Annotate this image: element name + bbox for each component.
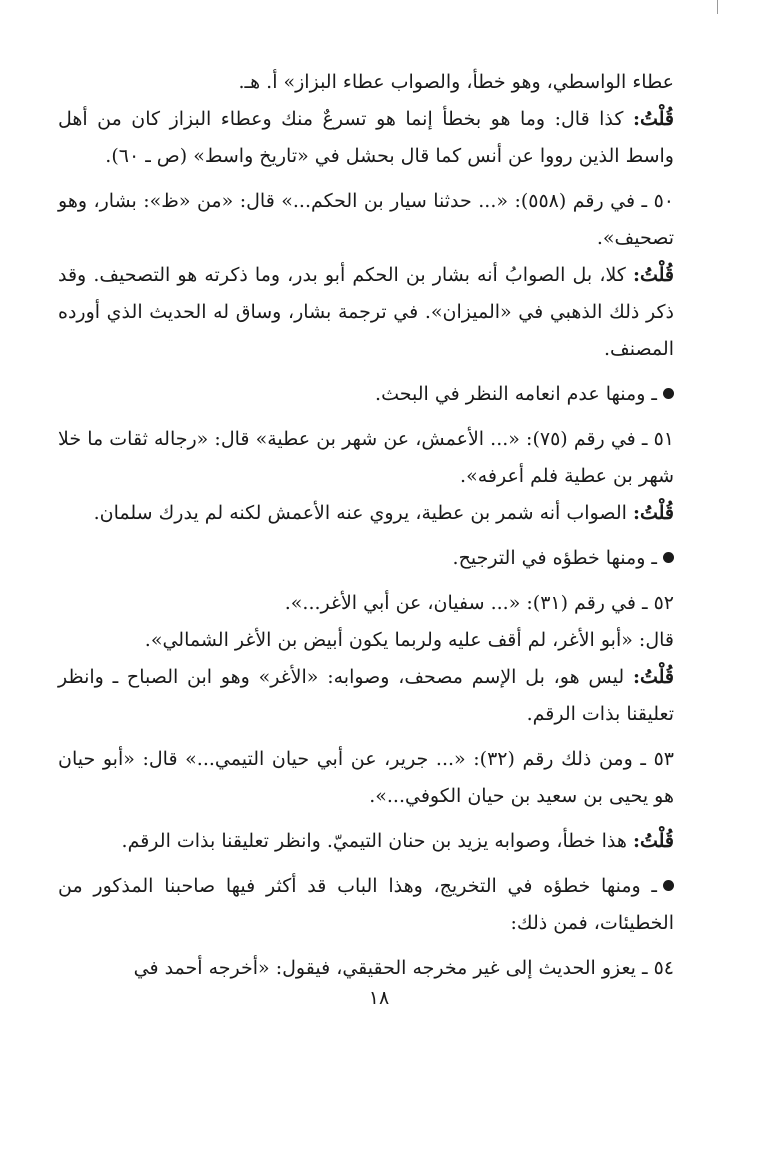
paragraph-gap	[58, 733, 674, 741]
paragraph-text: ٥٢ ـ في رقم (٣١): «... سفيان، عن أبي الأغر...».	[284, 592, 674, 614]
paragraph-gap	[58, 175, 674, 183]
paragraph-text: ـ ومنها خطؤه في التخريج، وهذا الباب قد أكثر فيها صاحبنا المذكور من الخطيئات، فمن ذلك:	[58, 875, 674, 934]
paragraph-gap	[58, 413, 674, 421]
paragraph-gap	[58, 815, 674, 823]
qultu-paragraph	[58, 823, 674, 860]
paragraph-gap	[58, 577, 674, 585]
paragraph	[58, 585, 674, 622]
qultu-label: قُلْتُ:	[632, 264, 674, 286]
paragraph-text: ٥٣ ـ ومن ذلك رقم (٣٢): «... جرير، عن أبي حيان التيمي...» قال: «أبو حيان هو يحيى بن سعيد بن حيان الكوفي...».	[58, 748, 674, 807]
paragraph	[58, 622, 674, 659]
paragraph	[58, 421, 674, 495]
paragraph-text: ٥٤ ـ يعزو الحديث إلى غير مخرجه الحقيقي، فيقول: «أخرجه أحمد في	[133, 957, 674, 979]
paragraph-text: ـ ومنها خطؤه في الترجيح.	[452, 547, 657, 569]
paragraph-text: ليس هو، بل الإسم مصحف، وصوابه: «الأغر» وهو ابن الصباح ـ وانظر تعليقنا بذات الرقم.	[58, 666, 674, 725]
paragraph-text: كذا قال: وما هو بخطأ إنما هو تسرعٌ منك وعطاء البزاز كان من أهل واسط الذين رووا عن أنس كما قال بحشل في «تاريخ واسط» (ص ـ ٦٠).	[58, 108, 674, 167]
page-number: ١٨	[368, 987, 390, 1009]
qultu-label: قُلْتُ:	[632, 666, 674, 688]
bullet-dot-icon	[663, 388, 674, 399]
paragraph-text: كلا، بل الصوابُ أنه بشار بن الحكم أبو بدر، وما ذكرته هو التصحيف. وقد ذكر ذلك الذهبي في «الميزان». في ترجمة بشار، وساق له الحديث الذي أورده المصنف.	[58, 264, 674, 360]
paragraph-gap	[58, 532, 674, 540]
paragraph-gap	[58, 942, 674, 950]
page-edge-mark	[717, 0, 718, 14]
body-text	[58, 64, 674, 987]
qultu-label: قُلْتُ:	[632, 502, 674, 524]
qultu-paragraph	[58, 495, 674, 532]
bullet-dot-icon	[663, 552, 674, 563]
paragraph-text: عطاء الواسطي، وهو خطأ، والصواب عطاء البزاز» أ. هـ.	[238, 71, 674, 93]
paragraph-gap	[58, 860, 674, 868]
paragraph-text: هذا خطأ، وصوابه يزيد بن حنان التيميّ. وانظر تعليقنا بذات الرقم.	[121, 830, 627, 852]
paragraph	[58, 64, 674, 101]
paragraph	[58, 950, 674, 987]
qultu-label: قُلْتُ:	[632, 830, 674, 852]
paragraph-text: ٥١ ـ في رقم (٧٥): «... الأعمش، عن شهر بن عطية» قال: «رجاله ثقات ما خلا شهر بن عطية فلم أعرفه».	[58, 428, 674, 487]
paragraph	[58, 741, 674, 815]
paragraph-text: ـ ومنها عدم انعامه النظر في البحث.	[375, 383, 657, 405]
paragraph-text: الصواب أنه شمر بن عطية، يروي عنه الأعمش لكنه لم يدرك سلمان.	[93, 502, 627, 524]
bullet-paragraph	[58, 540, 674, 577]
bullet-paragraph	[58, 868, 674, 942]
qultu-paragraph	[58, 659, 674, 733]
bullet-paragraph	[58, 376, 674, 413]
qultu-paragraph	[58, 257, 674, 368]
qultu-label: قُلْتُ:	[632, 108, 674, 130]
paragraph-text: قال: «أبو الأغر، لم أقف عليه ولربما يكون أبيض بن الأغر الشمالي».	[144, 629, 674, 651]
bullet-dot-icon	[663, 880, 674, 891]
qultu-paragraph	[58, 101, 674, 175]
paragraph	[58, 183, 674, 257]
paragraph-text: ٥٠ ـ في رقم (٥٥٨): «... حدثنا سيار بن الحكم...» قال: «من «ظ»: بشار، وهو تصحيف».	[58, 190, 674, 249]
paragraph-gap	[58, 368, 674, 376]
